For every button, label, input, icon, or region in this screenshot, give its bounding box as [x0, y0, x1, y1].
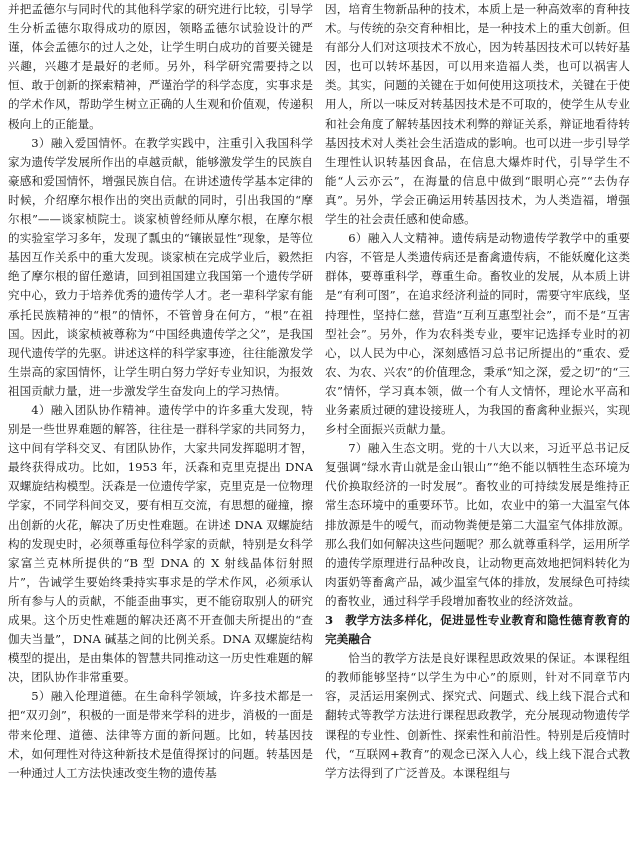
paragraph-humanism: 6）融入人文精神。遗传病是动物遗传学教学中的重要内容，不管是人类遗传病还是畜禽遗传病，不能妖魔化这类群体，要尊重科学，尊重生命。畜牧业的发展，从本质上讲是“有利可图”，在追求经济利益的同时，需要守牢底线，坚持理性，坚持仁慈，营造“互利互惠型社会”，而不是“互害型社会”。另外，作为农科类专业，要牢记选择专业时的初心，以人民为中心，深刻感悟习总书记所提出的“重农、爱农、为农、兴农”的价值理念，秉承“知之深，爱之切”的“三农”情怀，学习真本领，做一个有人文情怀，理论水平高和业务素质过硬的建设接班人，为我国的畜禽种业振兴，实现乡村全面振兴贡献力量。: [325, 231, 630, 437]
paragraph-continued: 并把孟德尔与同时代的其他科学家的研究进行比较，引导学生分析孟德尔取得成功的原因，领略孟德尔试验设计的严谨，体会孟德尔的过人之处，让学生明白成功的首要关键是兴趣，兴趣才是最好的老师。另外，科学研究需要持之以恒、敢于创新的探索精神，严谨治学的科学态度，实事求是的学术作风，帮助学生树立正确的人生观和价值观，传递积极向上的正能量。: [8, 2, 313, 131]
right-column: [325, 0, 630, 848]
left-column: [8, 0, 313, 848]
paragraph-ecology: 7）融入生态文明。党的十八大以来，习近平总书记反复强调“绿水青山就是金山银山”“绝不能以牺牲生态环境为代价换取经济的一时发展”。畜牧业的可持续发展是维持正常生态环境中的重要环节。比如，农业中的第一大温室气体排放源是牛的嗳气，而动物粪便是第二大温室气体排放源。那么我们如何解决这些问题呢？那么就尊重科学，运用所学的遗传学原理进行品种改良，让动物更高效地把饲料转化为肉蛋奶等畜禽产品，减少温室气体的排放，发展绿色可持续的畜牧业，通过科学手段增加畜牧业的经济效益。: [325, 441, 630, 608]
paragraph-teaching-methods: 恰当的教学方法是良好课程思政效果的保证。本课程组的教师能够坚持“以学生为中心”的原则，针对不同章节内容，灵活运用案例式、探究式、问题式、线上线下混合式和翻转式等教学方法进行课程思政教学，充分展现动物遗传学课程的专业性、创新性、探索性和前沿性。特别是后疫情时代，“互联网+教育”的观念已深入人心，线上线下混合式教学方法得到了广泛普及。本课程组与: [325, 651, 630, 780]
paragraph-teamwork: 4）融入团队协作精神。遗传学中的许多重大发现，特别是一些世界难题的解答，往往是一群科学家的共同努力，这中间有学科交叉、有团队协作，大家共同发挥聪明才智，最终获得成功。比如，1953 年，沃森和克里克提出 DNA 双螺旋结构模型。沃森是一位遗传学家，克里克是一位物理学家，不同学科间交叉，要有相互交流，有思想的碰撞，擦出创新的火花，解决了历史性难题。在讲述 DNA 双螺旋结构的发现史时，必须尊重每位科学家的贡献，特别是女科学家富兰克林所提供的“B 型 DNA 的 X 射线晶体衍射照片”，告诫学生要始终秉持实事求是的学术作风，必须承认所有参与人的贡献，不能歪曲事实，更不能窃取别人的研究成果。这个历史性难题的解决还离不开查伽夫所提出的“查伽夫当量”，DNA 碱基之间的比例关系。DNA 双螺旋结构模型的提出，是由集体的智慧共同推动这一历史性难题的解决，团队协作非常重要。: [8, 402, 313, 685]
paragraph-ethics: 5）融入伦理道德。在生命科学领域，许多技术都是一把“双刃剑”，积极的一面是带来学科的进步，消极的一面是带来伦理、道德、法律等方面的新问题。比如，转基因技术，如何理性对待这种新技术是值得探讨的问题。转基因是一种通过人工方法快速改变生物的遗传基: [8, 689, 313, 780]
paragraph-continued-gm: 因，培育生物新品种的技术，本质上是一种高效率的育种技术。与传统的杂交育种相比，是一种技术上的重大创新。但有部分人们对这项技术不放心，因为转基因技术可以转好基因，也可以转坏基因，可以用来造福人类，也可以祸害人类。其实，问题的关键在于如何使用这项技术，关键在于使用人，所以一味反对转基因技术是不可取的，使学生从专业和社会角度了解转基因技术利弊的辩证关系，辩证地看待转基因技术对人类社会生活造成的影响。也可以进一步引导学生理性认识转基因食品，在信息大爆炸时代，引导学生不能“人云亦云”，在海量的信息中做到“眼明心亮”“去伪存真”。另外，学会正确运用转基因技术，为人类造福，增强学生的社会责任感和使命感。: [325, 2, 630, 227]
section-heading: 3 教学方法多样化，促进显性专业教育和隐性德育教育的完美融合: [325, 613, 630, 647]
paragraph-patriotism: 3）融入爱国情怀。在教学实践中，注重引入我国科学家为遗传学发展所作出的卓越贡献，能够激发学生的民族自豪感和爱国情怀，增强民族自信。在讲述遗传学基本定律的时候，介绍摩尔根作出的突出贡献的同时，引出我国的“摩尔根”——谈家桢院士。谈家桢曾经师从摩尔根，在摩尔根的实验室学习多年，发现了瓢虫的“镶嵌显性”现象，是等位基因互作关系中的重大发现。谈家桢在完成学业后，毅然拒绝了摩尔根的留任邀请，回到祖国建立我国第一个遗传学研究中心，致力于培养优秀的遗传学人才。老一辈科学家有能承托民族精神的“根”的情怀，不管曾身在何方，“根”在祖国。因此，谈家桢被尊称为“中国经典遗传学之父”，是我国现代遗传学的先驱。讲述这样的科学家事迹，往往能激发学生崇高的家国情怀，让学生明白努力学好专业知识，为报效祖国贡献力量，进一步激发学生奋发向上的学习热情。: [8, 135, 313, 398]
